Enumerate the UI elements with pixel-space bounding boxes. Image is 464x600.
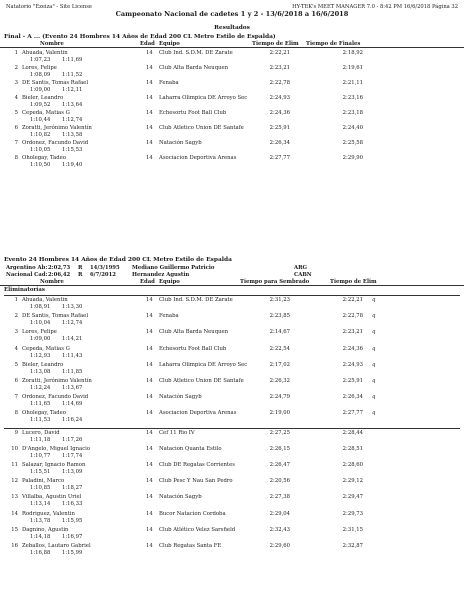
swimmer-name: Cepeda, Matias G [22,345,70,352]
section-label: Eliminatorias [4,287,45,293]
split-100: 1:13,64 [62,102,83,108]
seed-time: 2:19,00 [269,410,290,417]
swimmer-name: Ordonez, Facundo David [22,394,89,401]
place-number: 5 [14,361,18,368]
swimmer-age: 14 [146,410,153,417]
seed-time: 2:24,93 [269,95,290,101]
result-time: 2:22,78 [342,313,363,320]
result-time: 2:22,21 [342,297,363,303]
team-name: Club Ind. S.D.M. DE Zarate [159,297,233,303]
swimmer-name: DE Santis, Tomas Rafael [22,80,89,86]
qualifier-mark: q [372,345,376,352]
place-number: 2 [14,313,18,320]
split-50: 1:09,00 [30,336,51,343]
place-number: 7 [14,394,18,401]
team-name: Club Pesc Y Nau San Pedro [159,478,233,485]
record-time: 2:02,73 [48,265,71,271]
result-time: 2:24,93 [342,361,363,368]
result-time: 2:18,92 [342,50,363,56]
split-50: 1:10,85 [30,485,51,492]
seed-time: 2:29,60 [269,543,290,549]
col-name: Nombre [40,41,64,47]
results-heading: Resultados [214,25,250,31]
qualifier-mark: q [372,297,376,303]
swimmer-name: Dagnino, Agustin [22,526,69,533]
qualifier-mark: q [372,329,376,336]
col-seed: Tiempo para Sembrado [240,279,310,285]
team-name: Bucor Natacion Cordoba [159,510,226,517]
seed-time: 2:24,36 [269,110,290,116]
result-row [0,313,464,327]
result-time: 2:27,77 [342,410,363,417]
split-50: 1:07,23 [30,57,51,63]
swimmer-name: Paladini, Marco [22,478,65,485]
swimmer-name: Zeballos, Lautaro Gabriel [22,543,91,549]
team-name: Natacion Quanta Estilo [159,445,222,452]
place-number: 6 [14,125,18,131]
swimmer-age: 14 [146,297,153,303]
result-row [0,50,464,64]
swimmer-name: Zoratti, Jerónimo Valentín [22,378,92,384]
team-name: Natación Sagyb [159,494,202,501]
col-age: Edad [140,41,155,47]
meet-title: Campeonato Nacional de cadetes 1 y 2 - 13/6/2018 a 16/6/2018 [115,10,349,18]
split-50: 1:10,05 [30,147,51,153]
split-100: 1:13,09 [62,469,83,475]
team-name: Asociacion Deportiva Arenas [159,410,237,417]
split-50: 1:14,18 [30,533,51,540]
software-timestamp: HY-TEK's MEET MANAGER 7.0 - 8:42 PM 16/6/2018 Página 32 [292,4,458,10]
swimmer-age: 14 [146,445,153,452]
team-name: Echesortu Foot Ball Club [159,110,227,116]
place-number: 3 [14,80,18,86]
split-50: 1:10,82 [30,132,51,138]
split-50: 1:08,09 [30,72,51,78]
swimmer-name: Zoratti, Jerónimo Valentín [22,125,92,131]
place-number: 10 [11,445,18,452]
team-name: Cef 11 Rio IV [159,429,195,436]
place-number: 4 [14,345,18,352]
seed-time: 2:20,56 [269,478,290,485]
prelim-column-header [0,279,464,286]
place-number: 13 [11,494,18,501]
result-row [0,446,464,460]
col-name: Nombre [40,279,64,285]
split-50: 1:12,24 [30,385,51,391]
result-time: 2:29,47 [342,494,363,501]
result-time: 2:31,15 [342,526,363,533]
swimmer-age: 14 [146,510,153,517]
split-50: 1:16,88 [30,550,51,556]
split-100: 1:17,26 [62,436,83,443]
qualifier-mark: q [372,410,376,417]
result-time: 2:25,91 [342,378,363,384]
col-team: Equipo [159,279,180,285]
swimmer-name: Salazar, Ignacio Ramon [22,462,86,468]
seed-time: 2:32,43 [269,526,290,533]
split-50: 1:11,65 [30,401,51,408]
swimmer-age: 14 [146,65,153,71]
split-50: 1:13,78 [30,517,51,524]
result-time: 2:24,36 [342,345,363,352]
swimmer-age: 14 [146,80,153,86]
split-100: 1:15,53 [62,147,83,153]
split-100: 1:16,24 [62,417,83,424]
split-50: 1:10,44 [30,117,51,123]
swimmer-name: Oholegay, Tadeo [22,410,66,417]
team-name: Club Atletico Union DE Santafe [159,378,244,384]
swimmer-age: 14 [146,394,153,401]
seed-time: 2:26,47 [269,462,290,468]
result-row [0,65,464,79]
split-100: 1:11,52 [62,72,83,78]
place-number: 12 [11,478,18,485]
split-100: 1:16,33 [62,501,83,508]
seed-time: 2:24,79 [269,394,290,401]
swimmer-age: 14 [146,526,153,533]
split-50: 1:10,50 [30,162,51,168]
qualifier-mark: q [372,361,376,368]
swimmer-age: 14 [146,361,153,368]
swimmer-name: Ahuada, Valentin [22,50,68,56]
seed-time: 2:23,85 [269,313,290,320]
final-event-title: Final - A ... (Evento 24 Hombres 14 Años de Edad 200 CL Metro Estilo de Espalda) [4,33,276,40]
team-name: Club Ind. S.D.M. DE Zarate [159,50,233,56]
team-name: Club Atletico Union DE Santafe [159,125,244,131]
result-row [0,494,464,508]
split-100: 1:12,74 [62,117,83,123]
place-number: 11 [11,462,18,468]
place-number: 8 [14,155,18,161]
prelim-event-title: Evento 24 Hombres 14 Años de Edad 200 CL Metro Estilo de Espalda [4,256,232,263]
split-50: 1:11,18 [30,436,51,443]
team-name: Fenaba [159,80,179,86]
result-time: 2:29,12 [342,478,363,485]
place-number: 1 [14,50,18,56]
qualifier-mark: q [372,378,376,384]
swimmer-age: 14 [146,155,153,161]
result-row [0,410,464,424]
record-row [0,265,464,272]
split-100: 1:17,74 [62,452,83,459]
qualifier-mark: q [372,394,376,401]
swimmer-age: 14 [146,140,153,146]
result-time: 2:28,44 [342,429,363,436]
split-100: 1:12,11 [62,87,83,93]
seed-time: 2:26,32 [269,378,290,384]
swimmer-age: 14 [146,478,153,485]
team-name: Laharra Olimpica DE Arroyo Sec [159,361,248,368]
result-row [0,297,464,311]
split-100: 1:13,67 [62,385,83,391]
team-name: Natación Sagyb [159,140,202,146]
split-100: 1:11,69 [62,57,83,63]
swimmer-age: 14 [146,110,153,116]
swimmer-name: Cepeda, Matias G [22,110,70,116]
final-column-header [0,41,464,48]
split-50: 1:09,00 [30,87,51,93]
place-number: 8 [14,410,18,417]
section-divider [4,295,460,296]
record-date: 6/7/2012 [90,272,116,278]
seed-time: 2:27,38 [269,494,290,501]
team-name: Echesortu Foot Ball Club [159,345,227,352]
result-row [0,430,464,444]
result-time: 2:23,18 [342,110,363,116]
split-100: 1:14,69 [62,401,83,408]
result-time: 2:25,58 [342,140,363,146]
place-number: 9 [14,429,18,436]
seed-time: 2:14,67 [269,329,290,336]
split-100: 1:12,74 [62,320,83,327]
split-50: 1:11,53 [30,417,51,424]
split-100: 1:15,95 [62,517,83,524]
swimmer-age: 14 [146,50,153,56]
result-time: 2:23,16 [342,95,363,101]
split-50: 1:13,14 [30,501,51,508]
record-label: Nacional Cad: [6,272,48,278]
place-number: 3 [14,329,18,336]
record-code: ARG [294,265,308,271]
swimmer-age: 14 [146,494,153,501]
swimmer-name: DE Santis, Tomas Rafael [22,313,89,320]
record-flag: R [78,265,83,271]
facility-license: Natatorio "Ezeiza" - Site License [6,4,92,10]
result-time: 2:26,34 [342,394,363,401]
record-holder: Mediano Guillermo Patricio [132,265,215,271]
swimmer-age: 14 [146,95,153,101]
seed-time: 2:17,02 [269,361,290,368]
qualifier-mark: q [372,313,376,320]
split-50: 1:10,77 [30,452,51,459]
swimmer-age: 14 [146,462,153,468]
swimmer-name: Villalba, Agustin Uriel [22,494,82,501]
swimmer-age: 14 [146,429,153,436]
split-100: 1:19,40 [62,162,83,168]
split-100: 1:16,97 [62,533,83,540]
swimmer-name: Lores, Felipe [22,65,57,71]
result-row [0,110,464,124]
seed-time: 2:31,23 [269,297,290,303]
split-100: 1:18,27 [62,485,83,492]
team-name: Club DE Regatas Corrientes [159,462,235,468]
split-50: 1:08,91 [30,304,51,310]
swimmer-age: 14 [146,345,153,352]
result-row [0,155,464,169]
place-number: 7 [14,140,18,146]
result-row [0,378,464,392]
result-row [0,95,464,109]
team-name: Club Alta Barda Neuquen [159,329,229,336]
swimmer-name: Lucero, David [22,429,60,436]
seed-time: 2:29,04 [269,510,290,517]
result-time: 2:23,21 [342,329,363,336]
swimmer-name: Ordonez, Facundo David [22,140,89,146]
place-number: 5 [14,110,18,116]
swimmer-age: 14 [146,329,153,336]
swimmer-name: Lores, Felipe [22,329,57,336]
swimmer-name: Bieler, Leandro [22,95,64,101]
swimmer-age: 14 [146,313,153,320]
result-row [0,394,464,408]
seed-time: 2:22,78 [269,80,290,86]
record-time: 2:06,42 [48,272,71,278]
result-row [0,80,464,94]
result-time: 2:29,90 [342,155,363,161]
team-name: Asociacion Deportiva Arenas [159,155,237,161]
seed-time: 2:27,25 [269,429,290,436]
section-divider [4,428,460,429]
team-name: Club Regatas Santa FE [159,543,222,549]
col-final: Tiempo de Elim [330,279,377,285]
result-row [0,346,464,360]
place-number: 6 [14,378,18,384]
place-number: 1 [14,297,18,303]
result-time: 2:28,60 [342,462,363,468]
split-50: 1:12,93 [30,352,51,359]
seed-time: 2:23,21 [269,65,290,71]
col-age: Edad [140,279,155,285]
team-name: Club Alta Barda Neuquen [159,65,229,71]
col-final: Tiempo de Finales [306,41,361,47]
split-100: 1:11,43 [62,352,83,359]
place-number: 14 [11,510,18,517]
record-date: 14/3/1995 [90,265,120,271]
split-100: 1:13,30 [62,304,83,310]
result-time: 2:32,87 [342,543,363,549]
record-label: Argentino Ab: [6,265,48,271]
split-100: 1:13,58 [62,132,83,138]
result-time: 2:24,40 [342,125,363,131]
result-row [0,362,464,376]
split-50: 1:10,04 [30,320,51,327]
split-100: 1:15,99 [62,550,83,556]
swimmer-age: 14 [146,543,153,549]
swimmer-name: Bieler, Leandro [22,361,64,368]
swimmer-name: Oholegay, Tadeo [22,155,66,161]
swimmer-age: 14 [146,125,153,131]
col-seed: Tiempo de Elim [252,41,299,47]
swimmer-name: Rodriguez, Valentin [22,510,75,517]
seed-time: 2:25,91 [269,125,290,131]
seed-time: 2:26,15 [269,445,290,452]
swimmer-age: 14 [146,378,153,384]
split-100: 1:14,21 [62,336,83,343]
place-number: 15 [11,526,18,533]
team-name: Club Atlético Velez Sarsfield [159,526,236,533]
result-time: 2:29,73 [342,510,363,517]
result-time: 2:19,61 [342,65,363,71]
seed-time: 2:26,34 [269,140,290,146]
team-name: Laharra Olimpica DE Arroyo Sec [159,95,248,101]
place-number: 16 [11,543,18,549]
split-50: 1:13,08 [30,368,51,375]
seed-time: 2:27,77 [269,155,290,161]
result-row [0,511,464,525]
result-row [0,543,464,557]
result-time: 2:21,11 [342,80,363,86]
swimmer-name: D'Angelo, Miguel Ignacio [22,445,91,452]
split-50: 1:15,51 [30,469,51,475]
result-row [0,125,464,139]
seed-time: 2:22,54 [269,345,290,352]
swimmer-name: Ahuada, Valentin [22,297,68,303]
result-time: 2:28,51 [342,445,363,452]
record-flag: R [78,272,83,278]
result-row [0,527,464,541]
result-row [0,462,464,476]
team-name: Fenaba [159,313,179,320]
record-holder: Hernandez Agustin [132,272,190,278]
team-name: Natación Sagyb [159,394,202,401]
place-number: 2 [14,65,18,71]
col-team: Equipo [159,41,180,47]
place-number: 4 [14,95,18,101]
result-row [0,329,464,343]
record-row [0,272,464,279]
split-50: 1:09,52 [30,102,51,108]
record-code: CABN [294,272,312,278]
result-row [0,478,464,492]
split-100: 1:11,85 [62,368,83,375]
seed-time: 2:22,21 [269,50,290,56]
result-row [0,140,464,154]
